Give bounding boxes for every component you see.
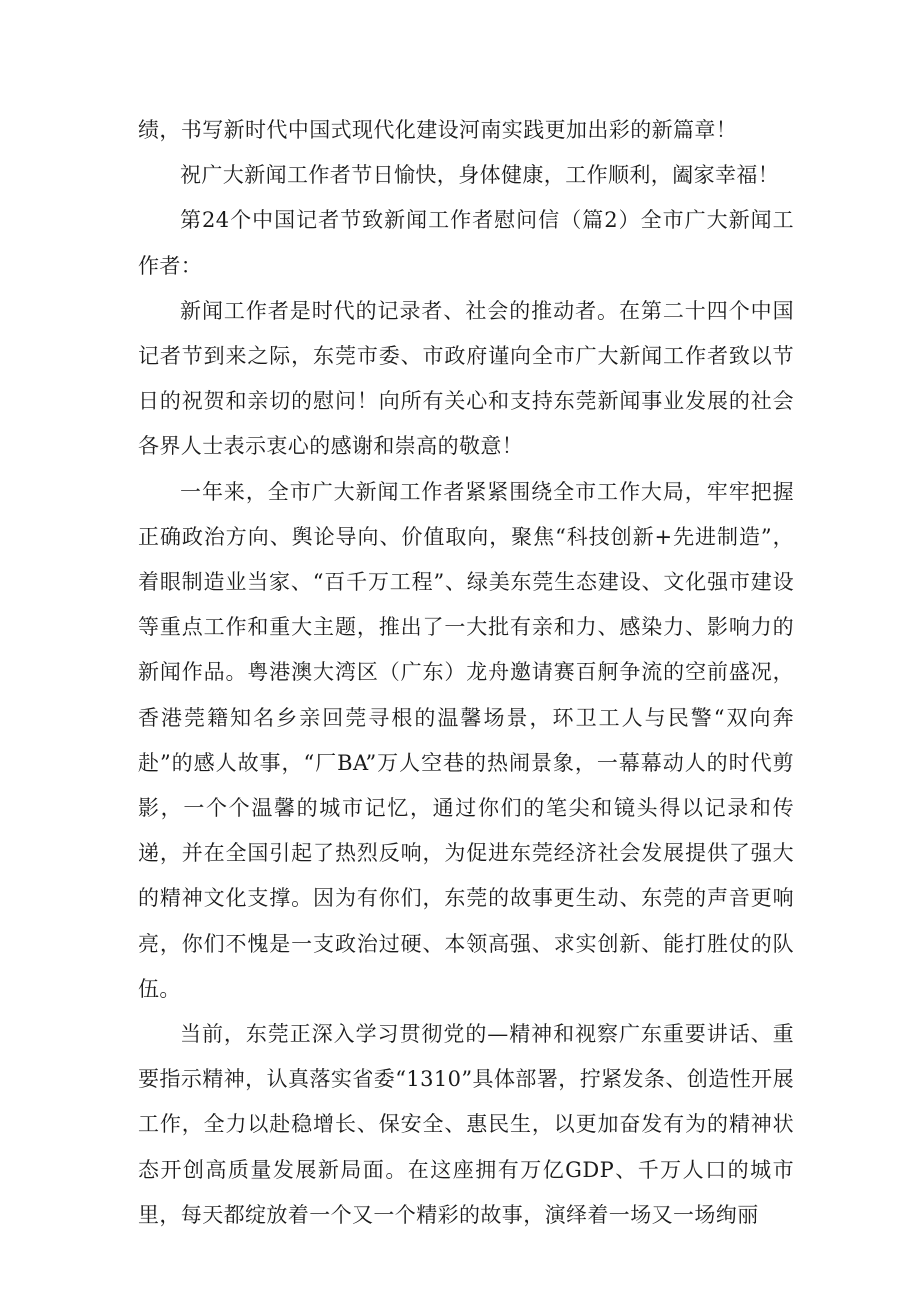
paragraph-blessing: 祝广大新闻工作者节日愉快，身体健康，工作顺利，阖家幸福！ <box>180 163 780 188</box>
paragraph-letter-heading: 第24个中国记者节致新闻工作者慰问信（篇2）全市广大新闻工作者： <box>138 208 794 278</box>
paragraph-continuation: 绩，书写新时代中国式现代化建设河南实践更加出彩的新篇章！ <box>138 118 738 142</box>
paragraph-achievements: 一年来，全市广大新闻工作者紧紧围绕全市工作大局，牢牢把握正确政治方向、舆论导向、价值取向，聚焦“科技创新+先进制造”，着眼制造业当家、“百千万工程”、绿美东莞生态建设、文化强市建设等重点工作和重大主题，推出了一大批有亲和力、感染力、影响力的新闻作品。粤港澳大湾区（广东）龙舟邀请赛百舸争流的空前盛况，香港莞籍知名乡亲回莞寻根的温馨场景，环卫工人与民警“双向奔赴”的感人故事，“厂BA”万人空巷的热闹景象，一幕幕动人的时代剪影，一个个温馨的城市记忆，通过你们的笔尖和镜头得以记录和传递，并在全国引起了热烈反响，为促进东莞经济社会发展提供了强大的精神文化支撑。因为有你们，东莞的故事更生动、东莞的声音更响亮，你们不愧是一支政治过硬、本领高强、求实创新、能打胜仗的队伍。 <box>138 479 794 1001</box>
paragraph-current-work: 当前，东莞正深入学习贯彻党的—精神和视察广东重要讲话、重要指示精神，认真落实省委“1310”具体部署，拧紧发条、创造性开展工作，全力以赴稳增长、保安全、惠民生，以更加奋发有为的精神状态开创高质量发展新局面。在这座拥有万亿GDP、千万人口的城市里，每天都绽放着一个又一个精彩的故事，演绎着一场又一场绚丽 <box>138 1022 794 1227</box>
paragraph-greeting: 新闻工作者是时代的记录者、社会的推动者。在第二十四个中国记者节到来之际，东莞市委、市政府谨向全市广大新闻工作者致以节日的祝贺和亲切的慰问！向所有关心和支持东莞新闻事业发展的社会各界人士表示衷心的感谢和崇高的敬意！ <box>138 298 794 459</box>
document-body <box>138 108 794 1238</box>
